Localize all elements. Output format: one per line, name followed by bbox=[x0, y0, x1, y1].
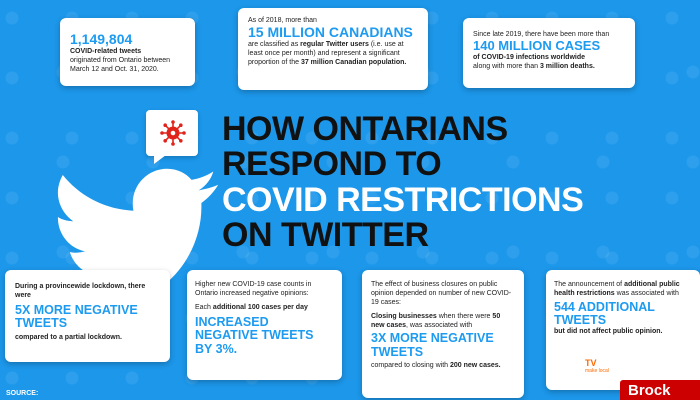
stat-text: along with more than bbox=[473, 62, 538, 70]
stat-bold: 37 million Canadian population. bbox=[300, 58, 407, 66]
stat-bold: but did not affect public opinion. bbox=[554, 328, 663, 336]
stat-pre: The effect of business closures on public opinion depended on number of new COVID-19 cases: bbox=[371, 281, 512, 307]
stat-value: INCREASED NEGATIVE TWEETS BY 3%. bbox=[195, 315, 314, 356]
stat-text: compared to closing with bbox=[371, 361, 449, 369]
tv-sub: make local bbox=[585, 368, 609, 374]
stat-post: compared to a partial lockdown. bbox=[15, 334, 122, 342]
stat-value: 1,149,804 bbox=[70, 31, 133, 47]
stat-value: 3X MORE NEGATIVE TWEETS bbox=[371, 331, 494, 359]
stat-text: when there were bbox=[438, 313, 491, 321]
stat-bold: Closing businesses bbox=[371, 313, 437, 321]
stat-pre: Higher new COVID-19 case counts in Ontario increased negative opinions: bbox=[195, 281, 312, 298]
stat-bold: regular Twitter users bbox=[300, 40, 369, 48]
stat-text: are classified as bbox=[248, 40, 299, 48]
stat-card-restrictions bbox=[546, 270, 700, 390]
stat-card-canadian-users bbox=[238, 8, 428, 90]
stat-value: 5X MORE NEGATIVE TWEETS bbox=[15, 303, 138, 331]
stat-pre: Since late 2019, there have been more than bbox=[473, 31, 610, 38]
stat-card-business-closures bbox=[362, 270, 524, 398]
speech-bubble bbox=[146, 110, 198, 156]
stat-text: Each bbox=[195, 304, 211, 312]
stat-bold: 200 new cases. bbox=[450, 361, 501, 369]
stat-text: , was associated with bbox=[406, 322, 473, 330]
title-line: RESPOND TO bbox=[222, 145, 442, 184]
stat-card-lockdown bbox=[5, 270, 170, 362]
title-line: HOW ONTARIANS bbox=[222, 110, 508, 148]
stat-bold: 3 million deaths. bbox=[539, 62, 595, 70]
tv-brand: TV bbox=[585, 358, 597, 368]
page-title bbox=[222, 112, 692, 253]
tv-watermark bbox=[585, 358, 609, 374]
stat-value: 15 MILLION CANADIANS bbox=[248, 24, 413, 41]
brock-logo: Brock bbox=[620, 380, 700, 400]
stat-label: COVID-related tweets bbox=[70, 47, 142, 55]
stat-bold: of COVID-19 infections worldwide bbox=[473, 53, 586, 61]
stat-card-world-cases bbox=[463, 18, 635, 88]
stat-bold: additional public health restrictions bbox=[554, 281, 680, 298]
stat-pre: During a provincewide lockdown, there were bbox=[15, 283, 146, 300]
stat-pre: As of 2018, more than bbox=[248, 17, 317, 24]
virus-icon bbox=[160, 120, 186, 146]
stat-text: was associated with bbox=[616, 290, 679, 298]
title-line: ON TWITTER bbox=[222, 216, 429, 255]
stat-value: 140 MILLION CASES bbox=[473, 38, 601, 54]
source-label: SOURCE: bbox=[6, 390, 39, 397]
title-line: COVID RESTRICTIONS bbox=[222, 180, 584, 219]
stat-text: originated from Ontario between March 12 and Oct. 31, 2020. bbox=[70, 56, 170, 73]
stat-card-case-counts bbox=[187, 270, 342, 380]
stat-card-tweet-count bbox=[60, 18, 195, 86]
stat-bold: additional 100 cases per day bbox=[212, 304, 308, 312]
stat-text: The announcement of bbox=[554, 281, 623, 288]
stat-text: (i.e. use at least once per month) and represent a significant proportion of the bbox=[248, 40, 404, 66]
stat-bold: 50 new cases bbox=[371, 313, 501, 330]
stat-value: 544 ADDITIONAL TWEETS bbox=[554, 300, 655, 328]
